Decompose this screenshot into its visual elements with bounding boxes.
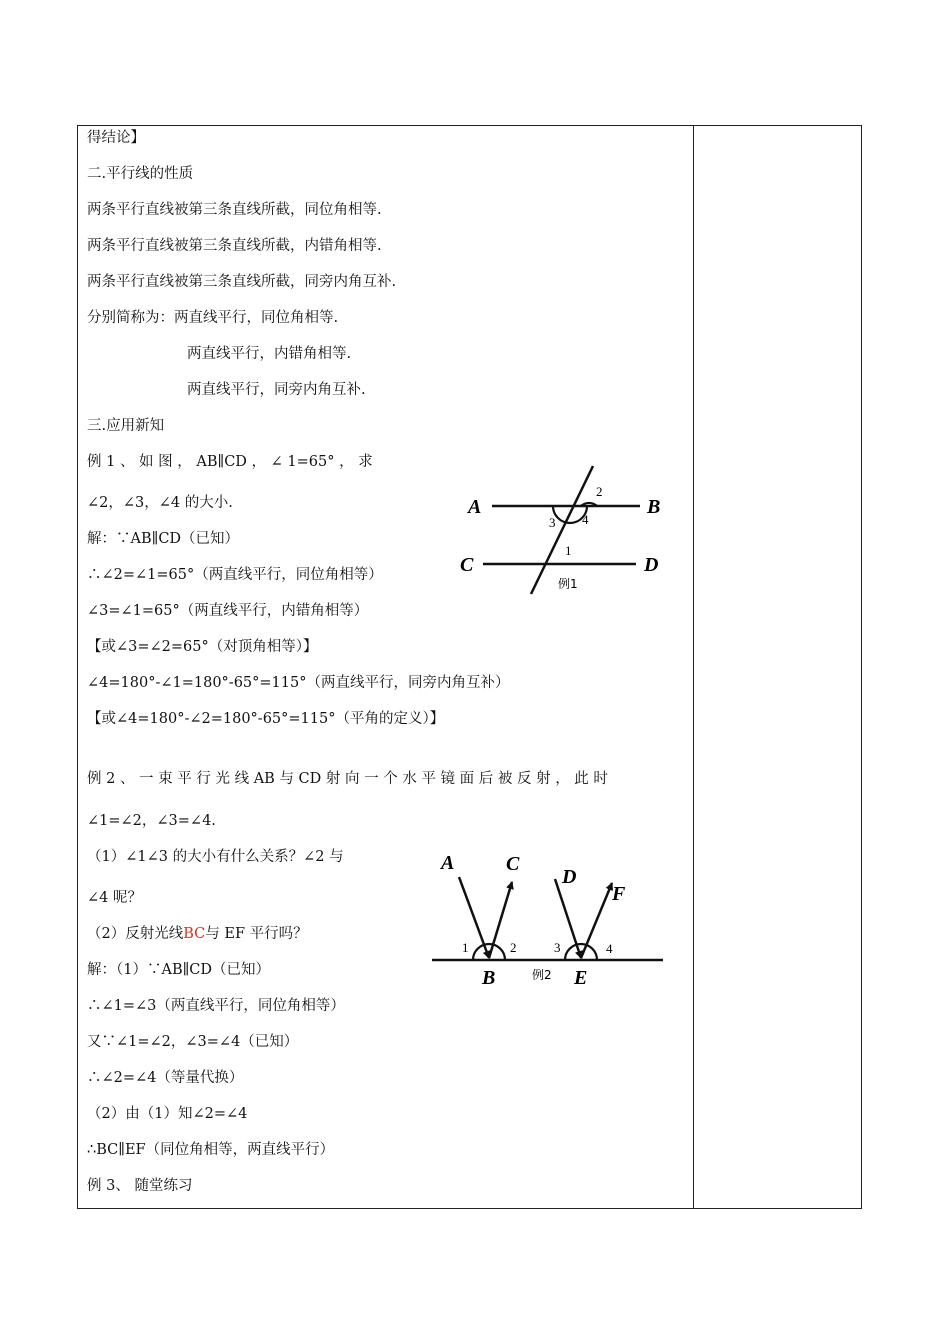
text-line: ∴BC∥EF（同位角相等，两直线平行） [87, 1142, 335, 1158]
column-divider [693, 125, 694, 1209]
text-line: （2）由（1）知∠2=∠4 [87, 1106, 248, 1122]
figure-example-1 [450, 455, 680, 605]
text-line: ∴∠1=∠3（两直线平行，同位角相等） [87, 998, 345, 1014]
text-line: 两直线平行，内错角相等. [187, 346, 352, 362]
figure-caption: 例2 [532, 968, 552, 982]
text-line: ∠1=∠2，∠3=∠4. [87, 813, 216, 829]
angle-label-2: 2 [510, 940, 517, 955]
angle-label-1: 1 [462, 940, 469, 955]
text-line: 解：（1）∵AB∥CD（已知） [87, 962, 271, 978]
text-line: ∠4 呢？ [87, 890, 142, 906]
ray-bc [489, 882, 512, 958]
example-1-title: 例 1 、 如 图 ， AB∥CD ， ∠ 1=65° ， 求 [87, 454, 373, 470]
text-line: （1）∠1∠3 的大小有什么关系？∠2 与 [87, 849, 344, 865]
transversal [531, 466, 593, 594]
text-line: 【或∠4=180°-∠2=180°-65°=115°（平角的定义）】 [87, 711, 445, 727]
text-line: ∠3=∠1=65°（两直线平行，内错角相等） [87, 603, 369, 619]
label-b: B [647, 496, 661, 518]
text-line: ∴∠2=∠1=65°（两直线平行，同位角相等） [87, 567, 383, 583]
highlight-bc: BC [183, 926, 206, 942]
angle-label-2: 2 [596, 484, 603, 499]
angle-label-3: 3 [549, 515, 556, 530]
figure-example-2 [425, 845, 675, 995]
angle-label-3: 3 [554, 940, 561, 955]
label-a: A [441, 852, 455, 874]
text-segment: 与 EF 平行吗？ [205, 926, 308, 942]
label-a: A [468, 496, 482, 518]
text-line: 两直线平行，同旁内角互补. [187, 382, 366, 398]
text-line: 解：∵AB∥CD（已知） [87, 531, 240, 547]
text-segment: （2）反射光线 [87, 926, 184, 942]
label-c: C [506, 853, 520, 875]
section-heading: 二.平行线的性质 [87, 166, 194, 182]
section-heading: 三.应用新知 [87, 418, 165, 434]
text-line: ∴∠2=∠4（等量代换） [87, 1070, 244, 1086]
angle-label-4: 4 [582, 512, 589, 527]
label-b: B [482, 967, 496, 989]
text-line: 两条平行直线被第三条直线所截，内错角相等. [87, 238, 382, 254]
text-line: 得结论】 [87, 130, 145, 146]
angle-label-1: 1 [565, 543, 572, 558]
text-line: ∠4=180°-∠1=180°-65°=115°（两直线平行，同旁内角互补） [87, 675, 510, 691]
label-c: C [460, 554, 474, 576]
label-d: D [562, 866, 577, 888]
text-line: 两条平行直线被第三条直线所截，同位角相等. [87, 202, 382, 218]
text-line [87, 924, 308, 944]
example-2-title: 例 2 、 一 束 平 行 光 线 AB 与 CD 射 向 一 个 水 平 镜 面 后 被 反 射 ， 此 时 [87, 771, 608, 787]
figure-caption: 例1 [558, 577, 578, 591]
example-3-title: 例 3、 随堂练习 [87, 1178, 193, 1194]
label-e: E [574, 967, 588, 989]
text-line: ∠2，∠3，∠4 的大小. [87, 495, 233, 511]
text-line: 分别简称为：两直线平行，同位角相等. [87, 310, 339, 326]
angle-label-4: 4 [606, 941, 613, 956]
label-f: F [612, 883, 626, 905]
text-line: 【或∠3=∠2=65°（对顶角相等）】 [87, 639, 318, 655]
label-d: D [644, 554, 659, 576]
text-line: 两条平行直线被第三条直线所截，同旁内角互补. [87, 274, 397, 290]
text-line: 又∵∠1=∠2，∠3=∠4（已知） [87, 1034, 299, 1050]
